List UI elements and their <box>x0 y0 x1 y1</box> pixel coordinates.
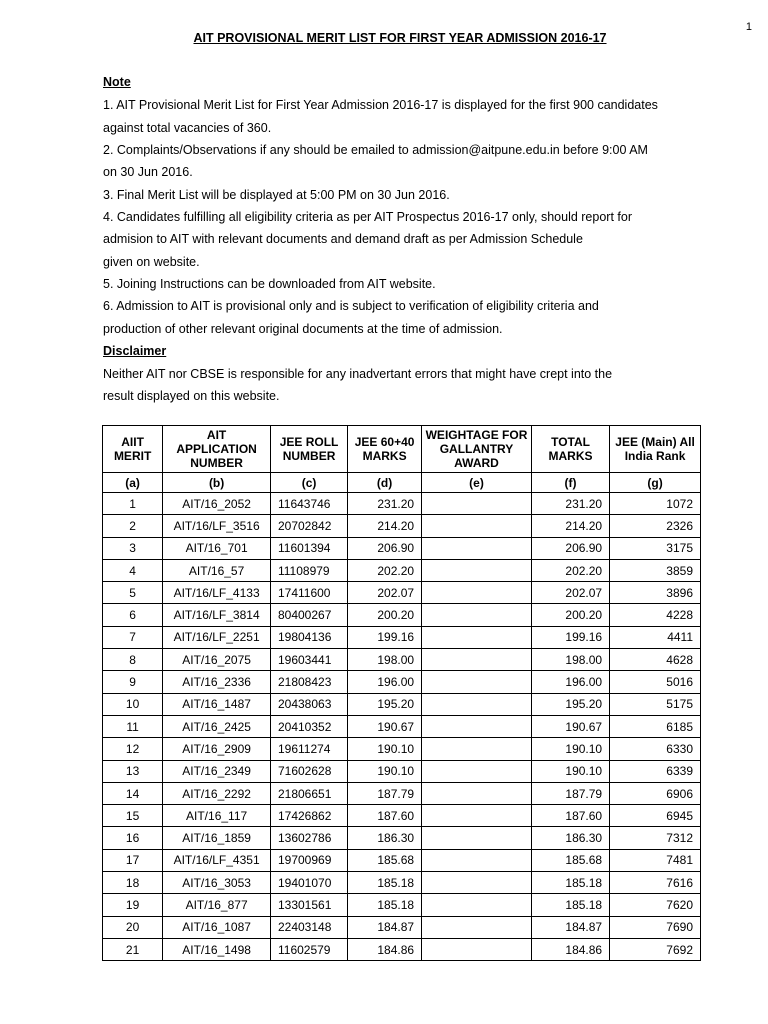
cell-jee-roll-number: 71602628 <box>270 760 347 782</box>
cell-jee-roll-number: 21808423 <box>270 671 347 693</box>
note-line: on 30 Jun 2016. <box>103 165 193 179</box>
cell-application-number: AIT/16_2052 <box>163 493 271 515</box>
cell-total-marks: 202.07 <box>531 582 609 604</box>
cell-jee-marks: 190.67 <box>348 715 422 737</box>
cell-jee-rank: 6339 <box>610 760 701 782</box>
cell-jee-roll-number: 19611274 <box>270 738 347 760</box>
cell-total-marks: 184.87 <box>531 916 609 938</box>
cell-total-marks: 185.18 <box>531 894 609 916</box>
table-row <box>103 515 701 537</box>
cell-jee-rank: 5016 <box>610 671 701 693</box>
cell-total-marks: 196.00 <box>531 671 609 693</box>
subheader-d: (d) <box>348 473 422 493</box>
cell-jee-rank: 6185 <box>610 715 701 737</box>
cell-total-marks: 185.68 <box>531 849 609 871</box>
page-number: 1 <box>745 21 752 33</box>
cell-merit: 11 <box>103 715 163 737</box>
note-line: 6. Admission to AIT is provisional only and is subject to verification of eligibility criteria and <box>103 299 599 313</box>
cell-application-number: AIT/16/LF_2251 <box>163 626 271 648</box>
cell-jee-roll-number: 19804136 <box>270 626 347 648</box>
cell-total-marks: 190.67 <box>531 715 609 737</box>
cell-total-marks: 200.20 <box>531 604 609 626</box>
cell-jee-roll-number: 19700969 <box>270 849 347 871</box>
cell-gallantry-weightage <box>422 671 532 693</box>
cell-gallantry-weightage <box>422 582 532 604</box>
cell-total-marks: 198.00 <box>531 649 609 671</box>
cell-merit: 14 <box>103 782 163 804</box>
cell-merit: 19 <box>103 894 163 916</box>
cell-jee-marks: 196.00 <box>348 671 422 693</box>
merit-list-table <box>102 425 701 961</box>
cell-application-number: AIT/16_1859 <box>163 827 271 849</box>
cell-merit: 21 <box>103 938 163 960</box>
cell-jee-marks: 199.16 <box>348 626 422 648</box>
cell-total-marks: 195.20 <box>531 693 609 715</box>
cell-total-marks: 185.18 <box>531 872 609 894</box>
cell-jee-rank: 3896 <box>610 582 701 604</box>
cell-gallantry-weightage <box>422 715 532 737</box>
cell-merit: 6 <box>103 604 163 626</box>
cell-total-marks: 184.86 <box>531 938 609 960</box>
table-row <box>103 582 701 604</box>
cell-jee-rank: 2326 <box>610 515 701 537</box>
subheader-g: (g) <box>610 473 701 493</box>
table-row <box>103 626 701 648</box>
cell-jee-marks: 185.18 <box>348 872 422 894</box>
header-gallantry-weightage: WEIGHTAGE FOR GALLANTRY AWARD <box>422 426 532 473</box>
table-row <box>103 849 701 871</box>
cell-jee-marks: 202.07 <box>348 582 422 604</box>
table-row <box>103 938 701 960</box>
cell-total-marks: 214.20 <box>531 515 609 537</box>
cell-merit: 4 <box>103 559 163 581</box>
cell-jee-marks: 190.10 <box>348 738 422 760</box>
note-line: given on website. <box>103 255 200 269</box>
cell-jee-roll-number: 22403148 <box>270 916 347 938</box>
cell-jee-rank: 7690 <box>610 916 701 938</box>
cell-jee-rank: 6945 <box>610 805 701 827</box>
header-jee-marks: JEE 60+40 MARKS <box>348 426 422 473</box>
cell-jee-rank: 6906 <box>610 782 701 804</box>
cell-application-number: AIT/16_2292 <box>163 782 271 804</box>
cell-merit: 10 <box>103 693 163 715</box>
cell-merit: 9 <box>103 671 163 693</box>
cell-jee-roll-number: 11602579 <box>270 938 347 960</box>
cell-total-marks: 202.20 <box>531 559 609 581</box>
table-row <box>103 649 701 671</box>
cell-jee-roll-number: 20702842 <box>270 515 347 537</box>
cell-jee-marks: 190.10 <box>348 760 422 782</box>
cell-jee-marks: 184.87 <box>348 916 422 938</box>
cell-gallantry-weightage <box>422 559 532 581</box>
note-line: 1. AIT Provisional Merit List for First Year Admission 2016-17 is displayed for the first 900 candidates <box>103 98 658 112</box>
table-row <box>103 782 701 804</box>
cell-application-number: AIT/16_1487 <box>163 693 271 715</box>
cell-jee-rank: 1072 <box>610 493 701 515</box>
table-row <box>103 715 701 737</box>
cell-total-marks: 186.30 <box>531 827 609 849</box>
cell-application-number: AIT/16_2075 <box>163 649 271 671</box>
note-line: 5. Joining Instructions can be downloaded from AIT website. <box>103 277 436 291</box>
cell-jee-marks: 184.86 <box>348 938 422 960</box>
cell-merit: 13 <box>103 760 163 782</box>
header-merit: AIIT MERIT <box>103 426 163 473</box>
cell-jee-marks: 187.60 <box>348 805 422 827</box>
cell-merit: 1 <box>103 493 163 515</box>
cell-total-marks: 187.79 <box>531 782 609 804</box>
disclaimer-line: result displayed on this website. <box>103 389 280 403</box>
table-row <box>103 894 701 916</box>
cell-gallantry-weightage <box>422 760 532 782</box>
cell-merit: 8 <box>103 649 163 671</box>
cell-jee-marks: 206.90 <box>348 537 422 559</box>
cell-total-marks: 187.60 <box>531 805 609 827</box>
table-row <box>103 604 701 626</box>
note-line: admision to AIT with relevant documents and demand draft as per Admission Schedule <box>103 232 583 246</box>
cell-application-number: AIT/16_2909 <box>163 738 271 760</box>
cell-total-marks: 190.10 <box>531 760 609 782</box>
cell-application-number: AIT/16_117 <box>163 805 271 827</box>
note-heading: Note <box>103 75 131 89</box>
cell-gallantry-weightage <box>422 894 532 916</box>
cell-jee-roll-number: 20410352 <box>270 715 347 737</box>
cell-jee-rank: 7312 <box>610 827 701 849</box>
cell-gallantry-weightage <box>422 872 532 894</box>
cell-merit: 16 <box>103 827 163 849</box>
cell-jee-marks: 231.20 <box>348 493 422 515</box>
cell-jee-roll-number: 11601394 <box>270 537 347 559</box>
cell-jee-roll-number: 21806651 <box>270 782 347 804</box>
cell-jee-marks: 186.30 <box>348 827 422 849</box>
cell-gallantry-weightage <box>422 805 532 827</box>
cell-jee-marks: 185.18 <box>348 894 422 916</box>
table-row <box>103 827 701 849</box>
cell-jee-marks: 187.79 <box>348 782 422 804</box>
table-row <box>103 537 701 559</box>
header-jee-roll-number: JEE ROLL NUMBER <box>270 426 347 473</box>
cell-application-number: AIT/16_2425 <box>163 715 271 737</box>
cell-gallantry-weightage <box>422 537 532 559</box>
cell-jee-marks: 195.20 <box>348 693 422 715</box>
cell-merit: 20 <box>103 916 163 938</box>
cell-application-number: AIT/16_2336 <box>163 671 271 693</box>
cell-jee-roll-number: 11643746 <box>270 493 347 515</box>
cell-application-number: AIT/16_1498 <box>163 938 271 960</box>
cell-merit: 17 <box>103 849 163 871</box>
subheader-f: (f) <box>531 473 609 493</box>
cell-jee-rank: 3859 <box>610 559 701 581</box>
cell-jee-rank: 4228 <box>610 604 701 626</box>
cell-jee-marks: 200.20 <box>348 604 422 626</box>
cell-merit: 18 <box>103 872 163 894</box>
header-total-marks: TOTAL MARKS <box>531 426 609 473</box>
cell-application-number: AIT/16_1087 <box>163 916 271 938</box>
cell-total-marks: 231.20 <box>531 493 609 515</box>
cell-jee-roll-number: 19603441 <box>270 649 347 671</box>
subheader-a: (a) <box>103 473 163 493</box>
header-jee-rank: JEE (Main) All India Rank <box>610 426 701 473</box>
subheader-b: (b) <box>163 473 271 493</box>
cell-merit: 15 <box>103 805 163 827</box>
disclaimer-heading: Disclaimer <box>103 344 167 358</box>
cell-merit: 7 <box>103 626 163 648</box>
cell-jee-marks: 198.00 <box>348 649 422 671</box>
table-row <box>103 805 701 827</box>
cell-merit: 5 <box>103 582 163 604</box>
cell-gallantry-weightage <box>422 782 532 804</box>
table-row <box>103 693 701 715</box>
cell-jee-rank: 3175 <box>610 537 701 559</box>
cell-jee-roll-number: 17426862 <box>270 805 347 827</box>
cell-application-number: AIT/16_877 <box>163 894 271 916</box>
cell-jee-roll-number: 19401070 <box>270 872 347 894</box>
cell-application-number: AIT/16_57 <box>163 559 271 581</box>
cell-jee-roll-number: 80400267 <box>270 604 347 626</box>
cell-gallantry-weightage <box>422 515 532 537</box>
cell-merit: 2 <box>103 515 163 537</box>
cell-jee-roll-number: 13301561 <box>270 894 347 916</box>
cell-jee-rank: 7616 <box>610 872 701 894</box>
table-row <box>103 559 701 581</box>
cell-jee-rank: 5175 <box>610 693 701 715</box>
note-line: against total vacancies of 360. <box>103 121 272 135</box>
note-line: production of other relevant original documents at the time of admission. <box>103 322 503 336</box>
cell-application-number: AIT/16/LF_3814 <box>163 604 271 626</box>
cell-jee-marks: 202.20 <box>348 559 422 581</box>
cell-total-marks: 206.90 <box>531 537 609 559</box>
cell-gallantry-weightage <box>422 493 532 515</box>
table-row <box>103 760 701 782</box>
cell-jee-marks: 214.20 <box>348 515 422 537</box>
table-row <box>103 916 701 938</box>
cell-jee-rank: 4628 <box>610 649 701 671</box>
cell-gallantry-weightage <box>422 693 532 715</box>
cell-application-number: AIT/16/LF_3516 <box>163 515 271 537</box>
cell-total-marks: 199.16 <box>531 626 609 648</box>
cell-total-marks: 190.10 <box>531 738 609 760</box>
cell-application-number: AIT/16_701 <box>163 537 271 559</box>
table-row <box>103 872 701 894</box>
cell-jee-roll-number: 11108979 <box>270 559 347 581</box>
cell-application-number: AIT/16/LF_4351 <box>163 849 271 871</box>
cell-gallantry-weightage <box>422 938 532 960</box>
note-line: 2. Complaints/Observations if any should be emailed to admission@aitpune.edu.in before 9:00 AM <box>103 143 648 157</box>
table-header-row <box>103 426 701 473</box>
cell-application-number: AIT/16_3053 <box>163 872 271 894</box>
cell-merit: 12 <box>103 738 163 760</box>
table-row <box>103 738 701 760</box>
cell-jee-rank: 7620 <box>610 894 701 916</box>
subheader-c: (c) <box>270 473 347 493</box>
cell-jee-marks: 185.68 <box>348 849 422 871</box>
cell-application-number: AIT/16_2349 <box>163 760 271 782</box>
cell-jee-rank: 7692 <box>610 938 701 960</box>
cell-gallantry-weightage <box>422 626 532 648</box>
cell-jee-roll-number: 13602786 <box>270 827 347 849</box>
cell-gallantry-weightage <box>422 827 532 849</box>
cell-jee-roll-number: 20438063 <box>270 693 347 715</box>
cell-jee-rank: 6330 <box>610 738 701 760</box>
cell-gallantry-weightage <box>422 738 532 760</box>
cell-gallantry-weightage <box>422 916 532 938</box>
table-subheader-row <box>103 473 701 493</box>
cell-jee-rank: 4411 <box>610 626 701 648</box>
cell-gallantry-weightage <box>422 849 532 871</box>
disclaimer-line: Neither AIT nor CBSE is responsible for any inadvertant errors that might have crept into the <box>103 367 613 381</box>
table-row <box>103 671 701 693</box>
header-application-number: AIT APPLICATION NUMBER <box>163 426 271 473</box>
cell-merit: 3 <box>103 537 163 559</box>
cell-application-number: AIT/16/LF_4133 <box>163 582 271 604</box>
cell-gallantry-weightage <box>422 604 532 626</box>
subheader-e: (e) <box>422 473 532 493</box>
cell-jee-rank: 7481 <box>610 849 701 871</box>
note-line: 4. Candidates fulfilling all eligibility criteria as per AIT Prospectus 2016-17 only, should report for <box>103 210 632 224</box>
table-row <box>103 493 701 515</box>
note-line: 3. Final Merit List will be displayed at 5:00 PM on 30 Jun 2016. <box>103 188 450 202</box>
cell-jee-roll-number: 17411600 <box>270 582 347 604</box>
cell-gallantry-weightage <box>422 649 532 671</box>
document-title: AIT PROVISIONAL MERIT LIST FOR FIRST YEAR ADMISSION 2016-17 <box>193 31 607 45</box>
